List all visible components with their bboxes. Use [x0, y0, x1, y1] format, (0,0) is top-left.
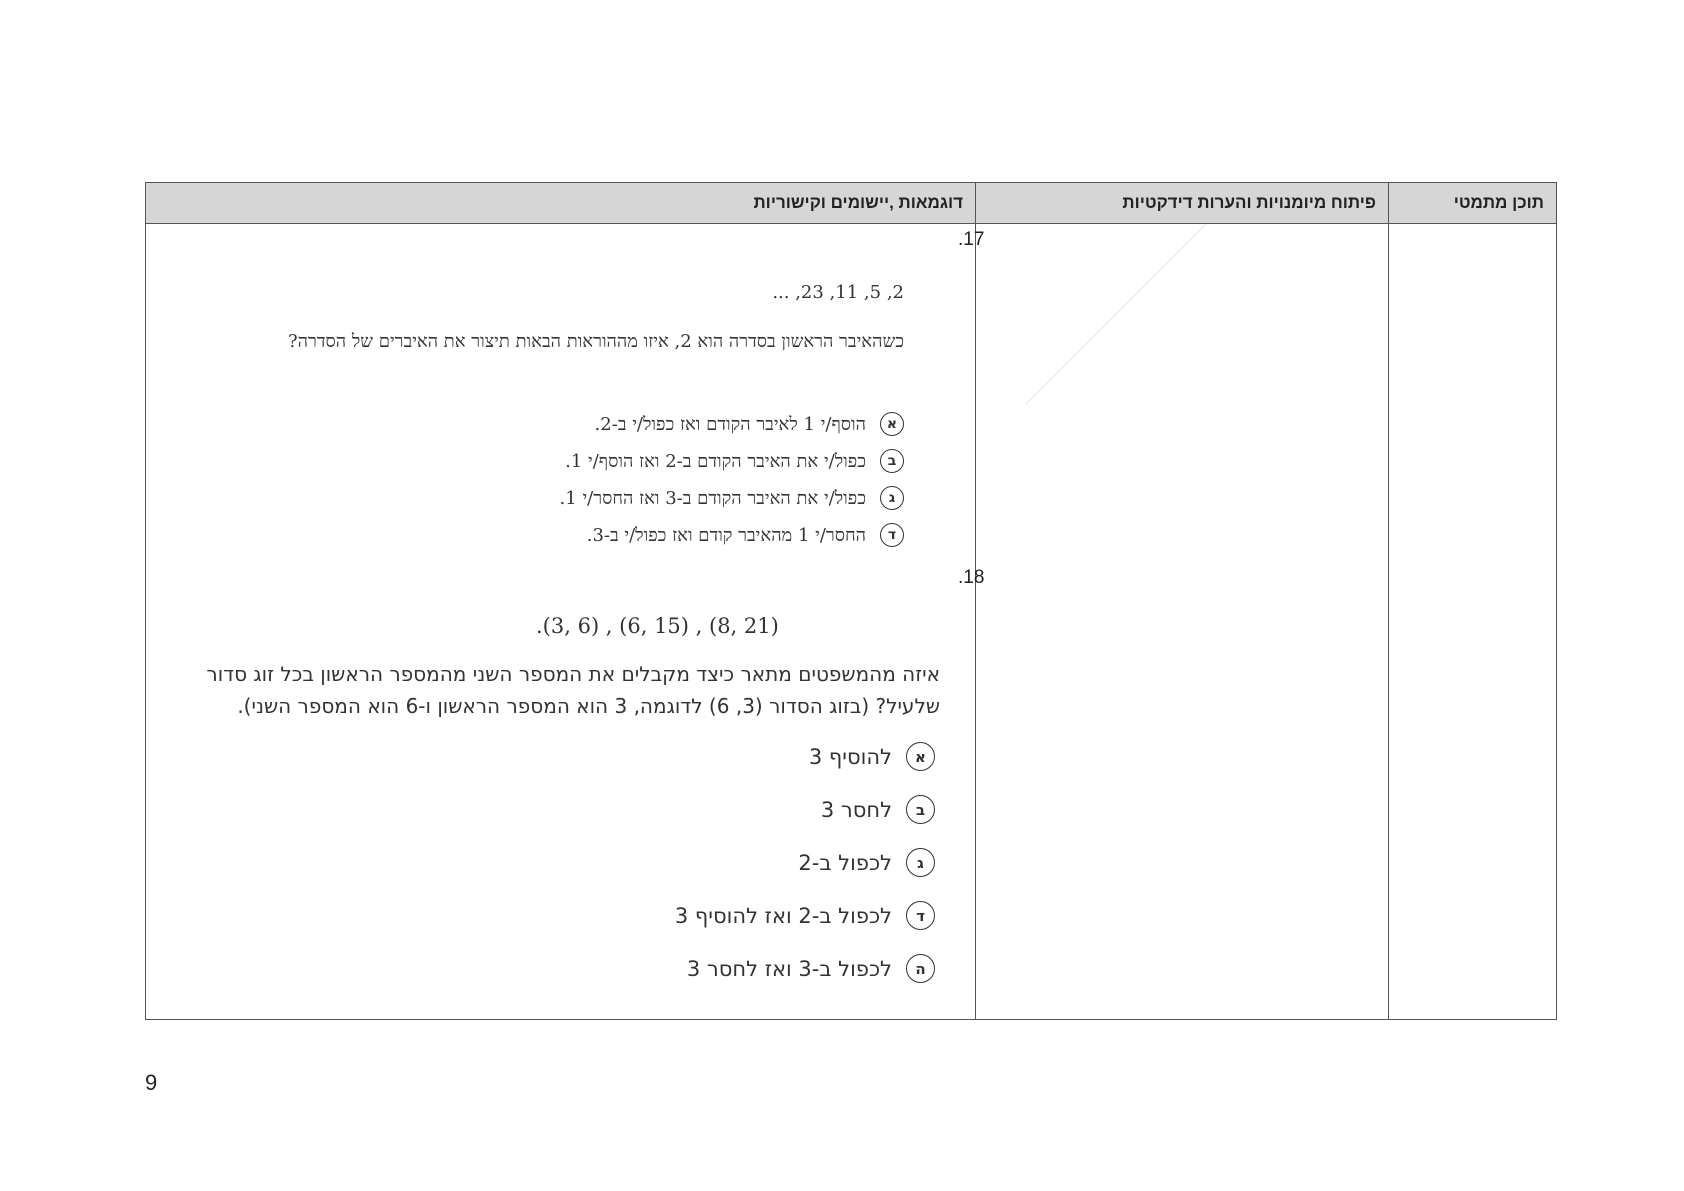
table-header-row: [146, 183, 1557, 224]
scan-artifact-line: [976, 224, 1376, 524]
question-17-option-a[interactable]: [595, 412, 904, 436]
option-letter-circle: א: [906, 742, 935, 771]
option-text: להוסיף 3: [808, 744, 892, 769]
option-letter-circle: ג: [906, 848, 935, 877]
question-17-option-c[interactable]: [560, 486, 904, 510]
option-letter-circle: ב: [880, 449, 904, 473]
question-17-stem: כשהאיבר הראשון בסדרה הוא 2, איזו מההוראות הבאות תיצור את האיברים של הסדרה?: [288, 331, 904, 352]
header-skills-development: פיתוח מיומנויות והערות דידקטיות: [976, 183, 1389, 224]
question-17-option-b[interactable]: [565, 449, 904, 473]
question-17-sequence: 2, 5, 11, 23, ...: [772, 282, 904, 303]
header-math-content: תוכן מתמטי: [1389, 183, 1557, 224]
option-text: כפול/י את האיבר הקודם ב-3 ואז החסר/י 1.: [559, 487, 866, 509]
question-17-option-d[interactable]: [587, 523, 904, 547]
option-text: כפול/י את האיבר הקודם ב-2 ואז הוסף/י 1.: [565, 450, 866, 472]
option-text: לכפול ב-2 ואז להוסיף 3: [674, 903, 892, 928]
skills-development-cell: [976, 224, 1389, 1020]
table-body-row: [146, 224, 1557, 1020]
option-letter-circle: ד: [906, 901, 935, 930]
option-letter-circle: א: [880, 412, 904, 436]
question-17: [216, 224, 904, 554]
question-18-option-c[interactable]: [798, 848, 935, 877]
question-18-option-a[interactable]: [809, 742, 935, 771]
math-content-cell: [1389, 224, 1557, 1020]
page-number: 9: [145, 1070, 158, 1095]
option-letter-circle: ד: [880, 523, 904, 547]
question-18-option-b[interactable]: [821, 795, 935, 824]
question-18-option-e[interactable]: [687, 954, 935, 983]
option-text: לכפול ב-2: [798, 850, 892, 875]
option-letter-circle: ה: [906, 954, 935, 983]
examples-cell: [146, 224, 985, 1020]
option-text: הוסף/י 1 לאיבר הקודם ואז כפול/י ב-2.: [594, 413, 866, 435]
question-18-number: .18: [958, 567, 985, 588]
option-text: לכפול ב-3 ואז לחסר 3: [686, 956, 892, 981]
question-18-option-d[interactable]: [675, 901, 935, 930]
question-17-number: .17: [958, 229, 985, 250]
header-examples: דוגמאות ,יישומים וקישוריות: [146, 183, 976, 224]
option-text: לחסר 3: [820, 797, 892, 822]
question-18-stem: איזה מהמשפטים מתאר כיצד מקבלים את המספר השני מהמספר הראשון בכל זוג סדור שלעיל? (בזוג הסדור (3, 6) לדוגמה, 3 הוא המספר הראשון ו-6 הוא המספר השני).: [206, 662, 940, 718]
option-letter-circle: ב: [906, 795, 935, 824]
curriculum-table: [145, 182, 1557, 1020]
option-letter-circle: ג: [880, 486, 904, 510]
option-text: החסר/י 1 מהאיבר קודם ואז כפול/י ב-3.: [586, 524, 866, 546]
question-18-pairs: .(3, 6) , (6, 15) , (8, 21): [536, 614, 779, 638]
